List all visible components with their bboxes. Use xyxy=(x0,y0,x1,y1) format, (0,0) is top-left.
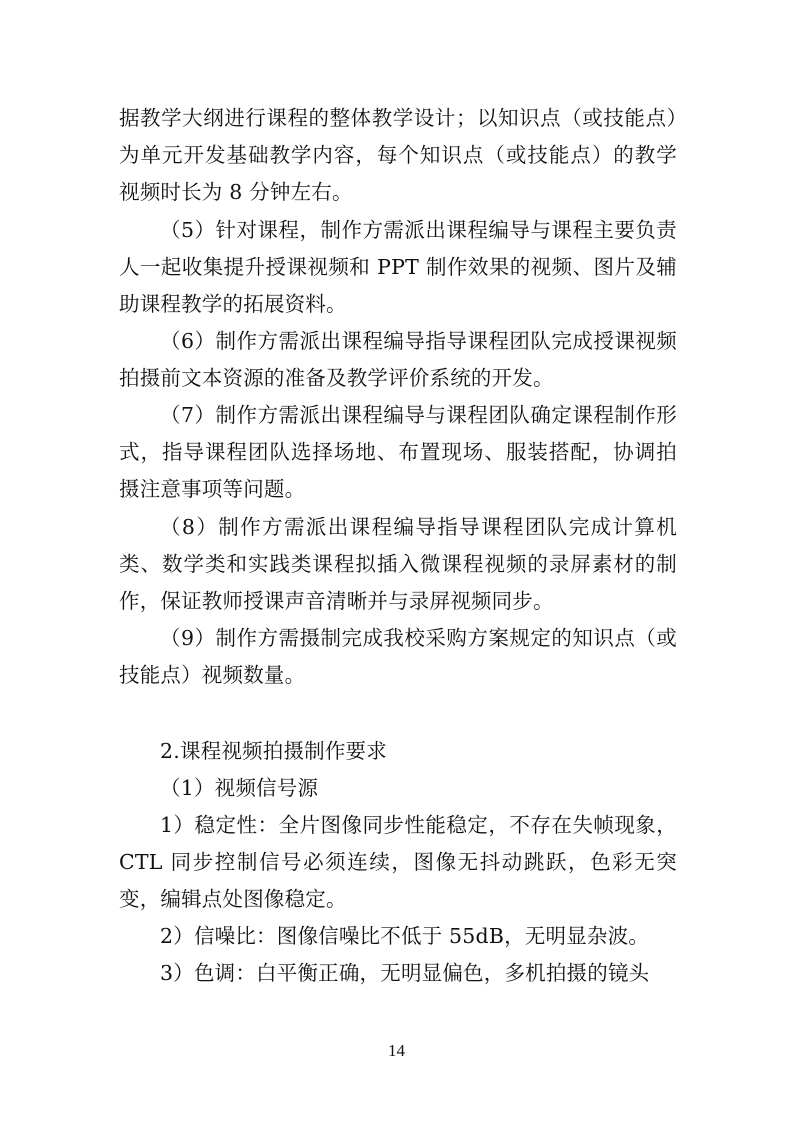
paragraph-item-7: （7）制作方需派出课程编导与课程团队确定课程制作形式，指导课程团队选择场地、布置现场、服装搭配，协调拍摄注意事项等问题。 xyxy=(119,403,677,501)
section-heading: 2.课程视频拍摄制作要求 xyxy=(160,739,387,763)
page-number: 14 xyxy=(388,1041,405,1060)
paragraph-item-8: （8）制作方需派出课程编导指导课程团队完成计算机类、数学类和实践类课程拟插入微课程视频的录屏素材的制作，保证教师授课声音清晰并与录屏视频同步。 xyxy=(119,515,677,613)
requirement-tone: 3）色调：白平衡正确，无明显偏色，多机拍摄的镜头 xyxy=(160,961,650,985)
requirement-snr: 2）信噪比：图像信噪比不低于 55dB，无明显杂波。 xyxy=(160,924,650,948)
paragraph-item-5: （5）针对课程，制作方需派出课程编导与课程主要负责人一起收集提升授课视频和 PPT 制作效果的视频、图片及辅助课程教学的拓展资料。 xyxy=(119,218,677,316)
subsection-heading: （1）视频信号源 xyxy=(160,776,319,800)
paragraph-item-9: （9）制作方需摄制完成我校采购方案规定的知识点（或技能点）视频数量。 xyxy=(119,626,677,687)
paragraph-item-6: （6）制作方需派出课程编导指导课程团队完成授课视频拍摄前文本资源的准备及教学评价系统的开发。 xyxy=(119,329,677,390)
paragraph-intro-continuation: 据教学大纲进行课程的整体教学设计；以知识点（或技能点）为单元开发基础教学内容，每个知识点（或技能点）的教学视频时长为 8 分钟左右。 xyxy=(119,106,677,204)
requirement-stability: 1）稳定性：全片图像同步性能稳定，不存在失帧现象，CTL 同步控制信号必须连续，图像无抖动跳跃，色彩无突变，编辑点处图像稳定。 xyxy=(119,813,677,911)
